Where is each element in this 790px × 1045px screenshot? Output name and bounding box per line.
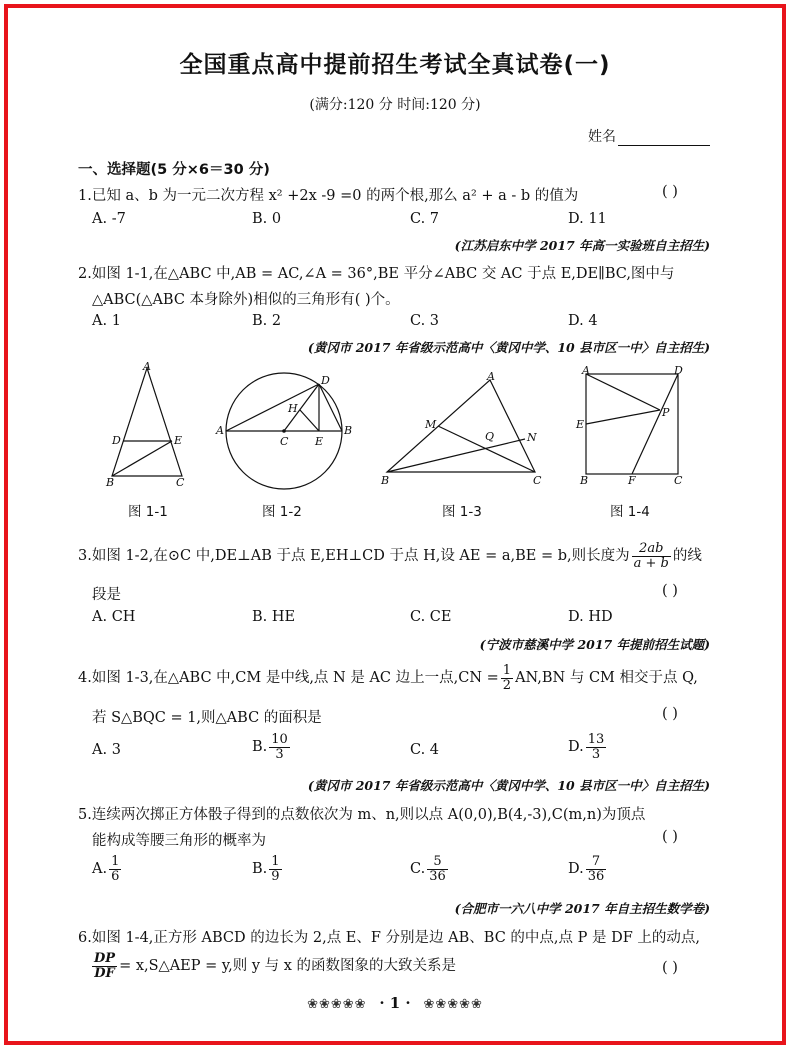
q2-source: (黄冈市 2017 年省级示范高中〈黄冈中学、10 县市区一中〉自主招生)	[307, 340, 710, 355]
name-field	[588, 126, 710, 146]
question-3-stem-line2: 段是	[92, 587, 121, 603]
q1-option-b: B. 0	[252, 211, 282, 227]
question-3-answer-paren: ( )	[662, 583, 678, 599]
q3-option-d: D. HD	[568, 609, 613, 625]
question-6-stem-line1: 6.如图 1-4,正方形 ABCD 的边长为 2,点 E、F 分别是边 AB、BC 的中点,点 P 是 DF 上的动点,	[78, 930, 701, 946]
footer-decoration-right: ❀❀❀❀❀	[423, 997, 483, 1012]
question-2-stem-line1: 2.如图 1-1,在△ABC 中,AB = AC,∠A = 36°,BE 平分∠ABC 交 AC 于点 E,DE∥BC,图中与	[78, 266, 675, 282]
fig1-label-d: D	[112, 434, 121, 447]
figure-1-1-caption: 图 1-1	[128, 504, 168, 520]
question-4-stem-line1: 4.如图 1-3,在△ABC 中,CM 是中线,点 N 是 AC 边上一点,CN = $\frac{1}{2}$ AN,BN 与 CM 相交于点 Q,	[78, 663, 698, 693]
fig2-label-a: A	[216, 424, 224, 437]
fig4-label-d: D	[674, 364, 683, 377]
question-5-stem-line2: 能构成等腰三角形的概率为	[92, 833, 266, 849]
q4-option-a: A. 3	[92, 742, 121, 758]
question-4-answer-paren: ( )	[662, 706, 678, 722]
q5-source: (合肥市一六八中学 2017 年自主招生数学卷)	[454, 901, 710, 916]
question-4-stem-line2: 若 S△BQC = 1,则△ABC 的面积是	[92, 710, 322, 726]
fig3-label-m: M	[425, 418, 437, 431]
fig4-label-a: A	[582, 364, 590, 377]
figure-1-2	[212, 370, 362, 492]
fig3-label-n: N	[527, 431, 537, 444]
fig1-label-e: E	[174, 434, 183, 447]
q2-option-d: D. 4	[568, 313, 598, 329]
page-footer	[0, 994, 790, 1012]
figure-1-2-caption: 图 1-2	[262, 504, 302, 520]
question-5-answer-paren: ( )	[662, 829, 678, 845]
question-5-stem-line1: 5.连续两次掷正方体骰子得到的点数依次为 m、n,则以点 A(0,0),B(4,-3),C(m,n)为顶点	[78, 807, 646, 823]
q5-option-a: A. $\frac{1}{6}$	[92, 854, 120, 884]
figure-1-3-caption: 图 1-3	[442, 504, 482, 520]
q5-option-b: B. $\frac{1}{9}$	[252, 854, 280, 884]
fig4-label-e: E	[576, 418, 585, 431]
footer-decoration-left: ❀❀❀❀❀	[307, 997, 367, 1012]
fig2-label-b: B	[344, 424, 353, 437]
figure-1-4-caption: 图 1-4	[610, 504, 650, 520]
q1-source: (江苏启东中学 2017 年高一实验班自主招生)	[454, 238, 710, 253]
question-1-answer-paren: ( )	[662, 184, 678, 200]
page-number: · 1 ·	[379, 994, 411, 1012]
q5-option-d: D. $\frac{7}{36}$	[568, 854, 605, 884]
name-blank	[618, 131, 710, 146]
section-title: 一、选择题(5 分×6＝30 分)	[78, 162, 270, 178]
fig3-label-b: B	[381, 474, 390, 487]
q3-option-b: B. HE	[252, 609, 296, 625]
fig1-label-b: B	[106, 476, 115, 488]
fig3-label-c: C	[533, 474, 542, 487]
name-label: 姓名	[588, 129, 616, 145]
exam-info: (满分:120 分 时间:120 分)	[309, 97, 481, 113]
figure-1-3	[375, 368, 545, 490]
q1-option-a: A. -7	[92, 211, 126, 227]
question-6-answer-paren: ( )	[662, 960, 678, 976]
q2-option-a: A. 1	[92, 313, 121, 329]
fig2-label-e: E	[315, 435, 324, 448]
q2-option-b: B. 2	[252, 313, 282, 329]
q4-source: (黄冈市 2017 年省级示范高中〈黄冈中学、10 县市区一中〉自主招生)	[307, 778, 710, 793]
fig3-label-q: Q	[485, 430, 495, 443]
q3-option-c: C. CE	[410, 609, 452, 625]
q4-option-b: B. $\frac{10}{3}$	[252, 732, 288, 762]
q4-option-d: D. $\frac{13}{3}$	[568, 732, 605, 762]
page-title: 全国重点高中提前招生考试全真试卷(一)	[179, 52, 611, 78]
question-1-stem: 1.已知 a、b 为一元二次方程 x² +2x -9 =0 的两个根,那么 a² + a - b 的值为	[78, 188, 579, 204]
fig3-label-a: A	[487, 370, 495, 383]
fig2-label-d: D	[321, 374, 330, 387]
q1-option-c: C. 7	[410, 211, 440, 227]
fig1-label-c: C	[176, 476, 185, 488]
fig1-label-a: A	[143, 360, 151, 373]
question-3-stem-line1: 3.如图 1-2,在⊙C 中,DE⊥AB 于点 E,EH⊥CD 于点 H,设 AE = a,BE = b,则长度为 $\frac{2ab}{a + b}$ 的线	[78, 541, 702, 571]
q3-source: (宁波市慈溪中学 2017 年提前招生试题)	[479, 637, 710, 652]
figure-1-1	[100, 358, 200, 488]
q4-option-c: C. 4	[410, 742, 440, 758]
q2-option-c: C. 3	[410, 313, 440, 329]
fig4-label-b: B	[580, 474, 589, 487]
fig4-label-f: F	[628, 474, 636, 487]
fig4-label-c: C	[674, 474, 683, 487]
q1-option-d: D. 11	[568, 211, 607, 227]
q3-option-a: A. CH	[92, 609, 136, 625]
fig2-label-h: H	[288, 402, 298, 415]
question-6-stem-line2: $\frac{DP}{DF}$ = x,S△AEP = y,则 y 与 x 的函数图象的大致关系是	[94, 951, 457, 981]
question-2-stem-line2: △ABC(△ABC 本身除外)相似的三角形有( )个。	[92, 292, 400, 308]
q5-option-c: C. $\frac{5}{36}$	[410, 854, 446, 884]
fig2-label-c: C	[280, 435, 289, 448]
figure-1-4	[570, 364, 690, 489]
fig4-label-p: P	[662, 406, 670, 419]
